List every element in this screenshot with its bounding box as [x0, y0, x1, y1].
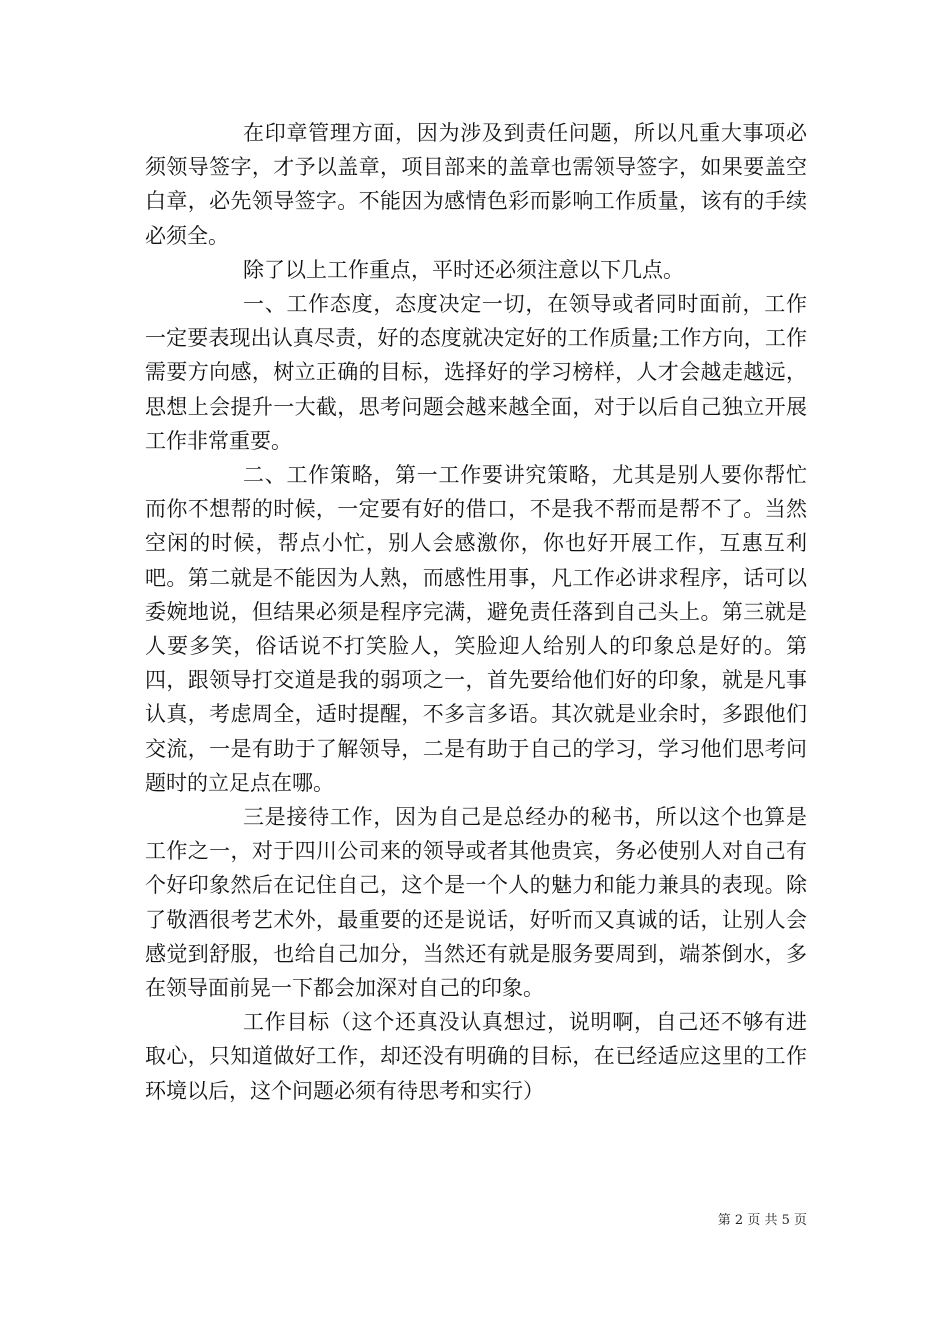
paragraph-work-goals: 工作目标（这个还真没认真想过，说明啊，自己还不够有进取心，只知道做好工作，却还没有明确的目标，在已经适应这里的工作环境以后，这个问题必须有待思考和实行） [145, 1010, 807, 1103]
paragraph-work-strategy: 二、工作策略，第一工作要讲究策略，尤其是别人要你帮忙而你不想帮的时候，一定要有好的借口，不是我不帮而是帮不了。当然空闲的时候，帮点小忙，别人会感激你，你也好开展工作，互惠互利吧。第二就是不能因为人熟，而感性用事，凡工作必讲求程序，话可以委婉地说，但结果必须是程序完满，避免责任落到自己头上。第三就是人要多笑，俗话说不打笑脸人，笑脸迎人给别人的印象总是好的。第四，跟领导打交道是我的弱项之一，首先要给他们好的印象，就是凡事认真，考虑周全，适时提醒，不多言多语。其次就是业余时，多跟他们交流，一是有助于了解领导，二是有助于自己的学习，学习他们思考问题时的立足点在哪。 [145, 463, 807, 795]
paragraph-intro-points: 除了以上工作重点，平时还必须注意以下几点。 [243, 257, 684, 282]
document-body [145, 116, 807, 1108]
paragraph-seal-management: 在印章管理方面，因为涉及到责任问题，所以凡重大事项必须领导签字，才予以盖章，项目部来的盖章也需领导签字，如果要盖空白章，必先领导签字。不能因为感情色彩而影响工作质量，该有的手续必须全。 [145, 121, 807, 248]
paragraph-work-attitude: 一、工作态度，态度决定一切，在领导或者同时面前，工作一定要表现出认真尽责，好的态度就决定好的工作质量;工作方向，工作需要方向感，树立正确的目标，选择好的学习榜样，人才会越走越远，思想上会提升一大截，思考问题会越来越全面，对于以后自己独立开展工作非常重要。 [145, 292, 807, 453]
page-number-footer: 第 2 页 共 5 页 [717, 1213, 807, 1228]
paragraph-reception-work: 三是接待工作，因为自己是总经办的秘书，所以这个也算是工作之一，对于四川公司来的领导或者其他贵宾，务必使别人对自己有个好印象然后在记住自己，这个是一个人的魅力和能力兼具的表现。除了敬酒很考艺术外，最重要的还是说话，好听而又真诚的话，让别人会感觉到舒服，也给自己加分，当然还有就是服务要周到，端茶倒水，多在领导面前晃一下都会加深对自己的印象。 [145, 805, 807, 1001]
